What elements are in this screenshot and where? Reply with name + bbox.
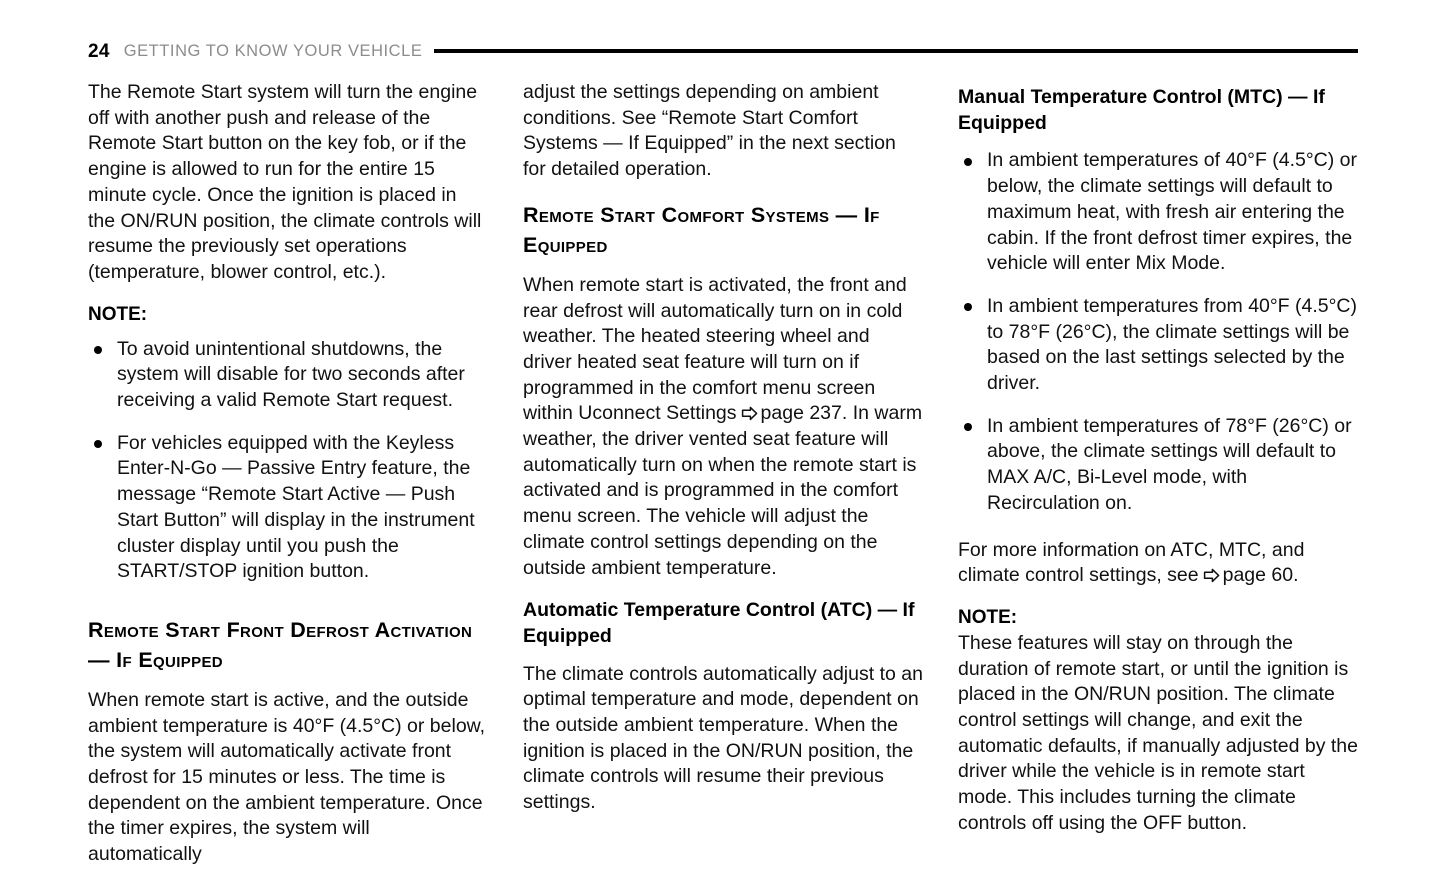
list-item [958,148,1358,277]
header-section-title: GETTING TO KNOW YOUR VEHICLE [123,41,423,60]
col1-section-heading: Remote Start Front Defrost Activation — If Equipped [88,617,473,672]
col3-reference-text: For more information on ATC, MTC, and climate control settings, see [958,538,1305,587]
spacer [958,531,1358,538]
col2-paragraph-3: The climate controls automatically adjust to an optimal temperature and mode, dependent on the outside ambient temperature. When the ignition is placed in the ON/RUN position, the climate controls will resume their previous settings. [523,662,923,814]
column-1 [88,80,488,868]
col3-note-label: NOTE: [958,606,1018,628]
list-item-text: To avoid unintentional shutdowns, the system will disable for two seconds after receiving a valid Remote Start request. [117,337,465,412]
col3-bullet-list [958,148,1358,516]
page-running-header [88,36,1358,66]
bullet-dot-icon [964,158,972,166]
header-rule [434,49,1358,53]
col2-page-reference[interactable]: page 237. [760,402,848,425]
list-item-text: In ambient temperatures of 40°F (4.5°C) or below, the climate settings will default to maximum heat, with fresh air entering the cabin. If the front defrost timer expires, the vehicle will enter Mix Mode. [987,149,1358,275]
col2-paragraph-2-part-b: In warm weather, the driver vented seat feature will automatically turn on when the remote start is activated and is programmed in the comfort menu screen. The vehicle will adjust the climate control settings depending on the outside ambient temperature. [523,402,923,579]
page-number: 24 [88,40,110,62]
list-item-text: In ambient temperatures of 78°F (26°C) or above, the climate settings will default to MAX A/C, Bi-Level mode, with Recirculation on. [987,414,1352,514]
list-item [88,337,488,414]
bullet-dot-icon [94,440,102,448]
col2-paragraph-1: adjust the settings depending on ambient conditions. See “Remote Start Comfort Systems — If Equipped” in the next section for detailed operation. [523,81,896,181]
page-reference-arrow-icon [1203,568,1220,583]
col3-note-body: These features will stay on through the duration of remote start, or until the ignition is placed in the ON/RUN position. The climate control settings will change, and exit the automatic defaults, if manually adjusted by the driver while the vehicle is in remote start mode. This includes turning the climate controls off using the OFF button. [958,631,1358,834]
col2-paragraph-2-part-a: When remote start is activated, the front and rear defrost will automatically turn on in cold weather. The heated steering wheel and driver heated seat feature will turn on if programmed in the comfort menu screen within Uconnect Settings [523,273,907,425]
bullet-dot-icon [964,303,972,311]
column-2 [523,80,923,816]
page-body-columns [88,80,1358,866]
spacer [88,599,488,606]
list-item-text: For vehicles equipped with the Keyless Enter-N-Go — Passive Entry feature, the message “Remote Start Active — Push Start Button” will display in the instrument cluster display until you push the START/STOP ignition button. [117,431,475,583]
col2-section-heading: Remote Start Comfort Systems — If Equipped [523,202,880,257]
bullet-dot-icon [94,346,102,354]
col1-paragraph-2: When remote start is active, and the outside ambient temperature is 40°F (4.5°C) or below, the system will automatically activate front defrost for 15 minutes or less. The time is dependent on the ambient temperature. Once the timer expires, the system will automatically [88,688,486,866]
col3-page-reference[interactable]: page 60. [1222,564,1299,587]
list-item [958,294,1358,397]
col3-paragraph-reference [958,538,1358,589]
column-3 [958,80,1358,837]
col1-bullet-list [88,337,488,585]
list-item [958,414,1358,517]
bullet-dot-icon [964,423,972,431]
page-reference-arrow-icon [741,406,758,421]
col1-paragraph-1: The Remote Start system will turn the engine off with another push and release of the Remote Start button on the key fob, or if the engine is allowed to run for the entire 15 minute cycle. Once the ignition is placed in the ON/RUN position, the climate controls will resume the previously set operations (temperature, blower control, etc.). [88,81,482,283]
col2-subheading: Automatic Temperature Control (ATC) — If Equipped [523,599,915,647]
list-item [88,431,488,585]
col3-subheading: Manual Temperature Control (MTC) — If Equipped [958,86,1325,134]
col1-note-label: NOTE: [88,303,148,325]
list-item-text: In ambient temperatures from 40°F (4.5°C) to 78°F (26°C), the climate settings will be based on the last settings selected by the driver. [987,294,1357,395]
col2-paragraph-2 [523,273,923,581]
